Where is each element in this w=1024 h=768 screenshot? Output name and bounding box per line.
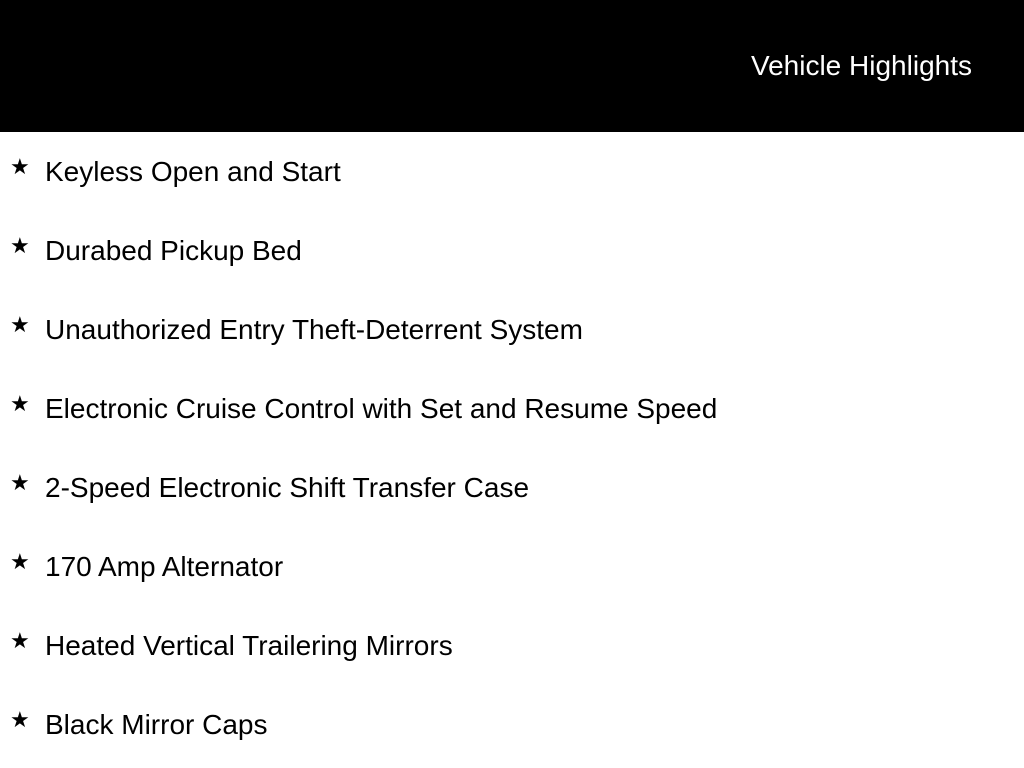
page-title: Vehicle Highlights <box>750 50 972 81</box>
star-icon: ★ <box>10 234 30 259</box>
star-icon: ★ <box>10 629 30 654</box>
header-bar <box>0 0 1024 132</box>
highlight-label: Unauthorized Entry Theft-Deterrent System <box>45 314 583 345</box>
highlight-label: Durabed Pickup Bed <box>45 235 302 266</box>
highlight-label: 170 Amp Alternator <box>45 551 284 582</box>
highlight-label: Keyless Open and Start <box>45 156 341 187</box>
list-item <box>0 606 1024 685</box>
star-icon: ★ <box>10 708 30 733</box>
star-icon: ★ <box>10 155 30 180</box>
star-icon: ★ <box>10 392 30 417</box>
highlight-label: Black Mirror Caps <box>45 709 268 740</box>
list-item <box>0 369 1024 448</box>
star-icon: ★ <box>10 471 30 496</box>
list-item <box>0 527 1024 606</box>
list-item <box>0 448 1024 527</box>
highlight-label: Electronic Cruise Control with Set and Resume Speed <box>45 393 718 424</box>
highlight-label: 2-Speed Electronic Shift Transfer Case <box>45 472 530 503</box>
star-icon: ★ <box>10 313 30 338</box>
vehicle-highlights-list <box>0 132 1024 764</box>
list-item <box>0 211 1024 290</box>
list-item <box>0 685 1024 764</box>
list-item <box>0 132 1024 211</box>
highlight-label: Heated Vertical Trailering Mirrors <box>45 630 453 661</box>
list-item <box>0 290 1024 369</box>
star-icon: ★ <box>10 550 30 575</box>
